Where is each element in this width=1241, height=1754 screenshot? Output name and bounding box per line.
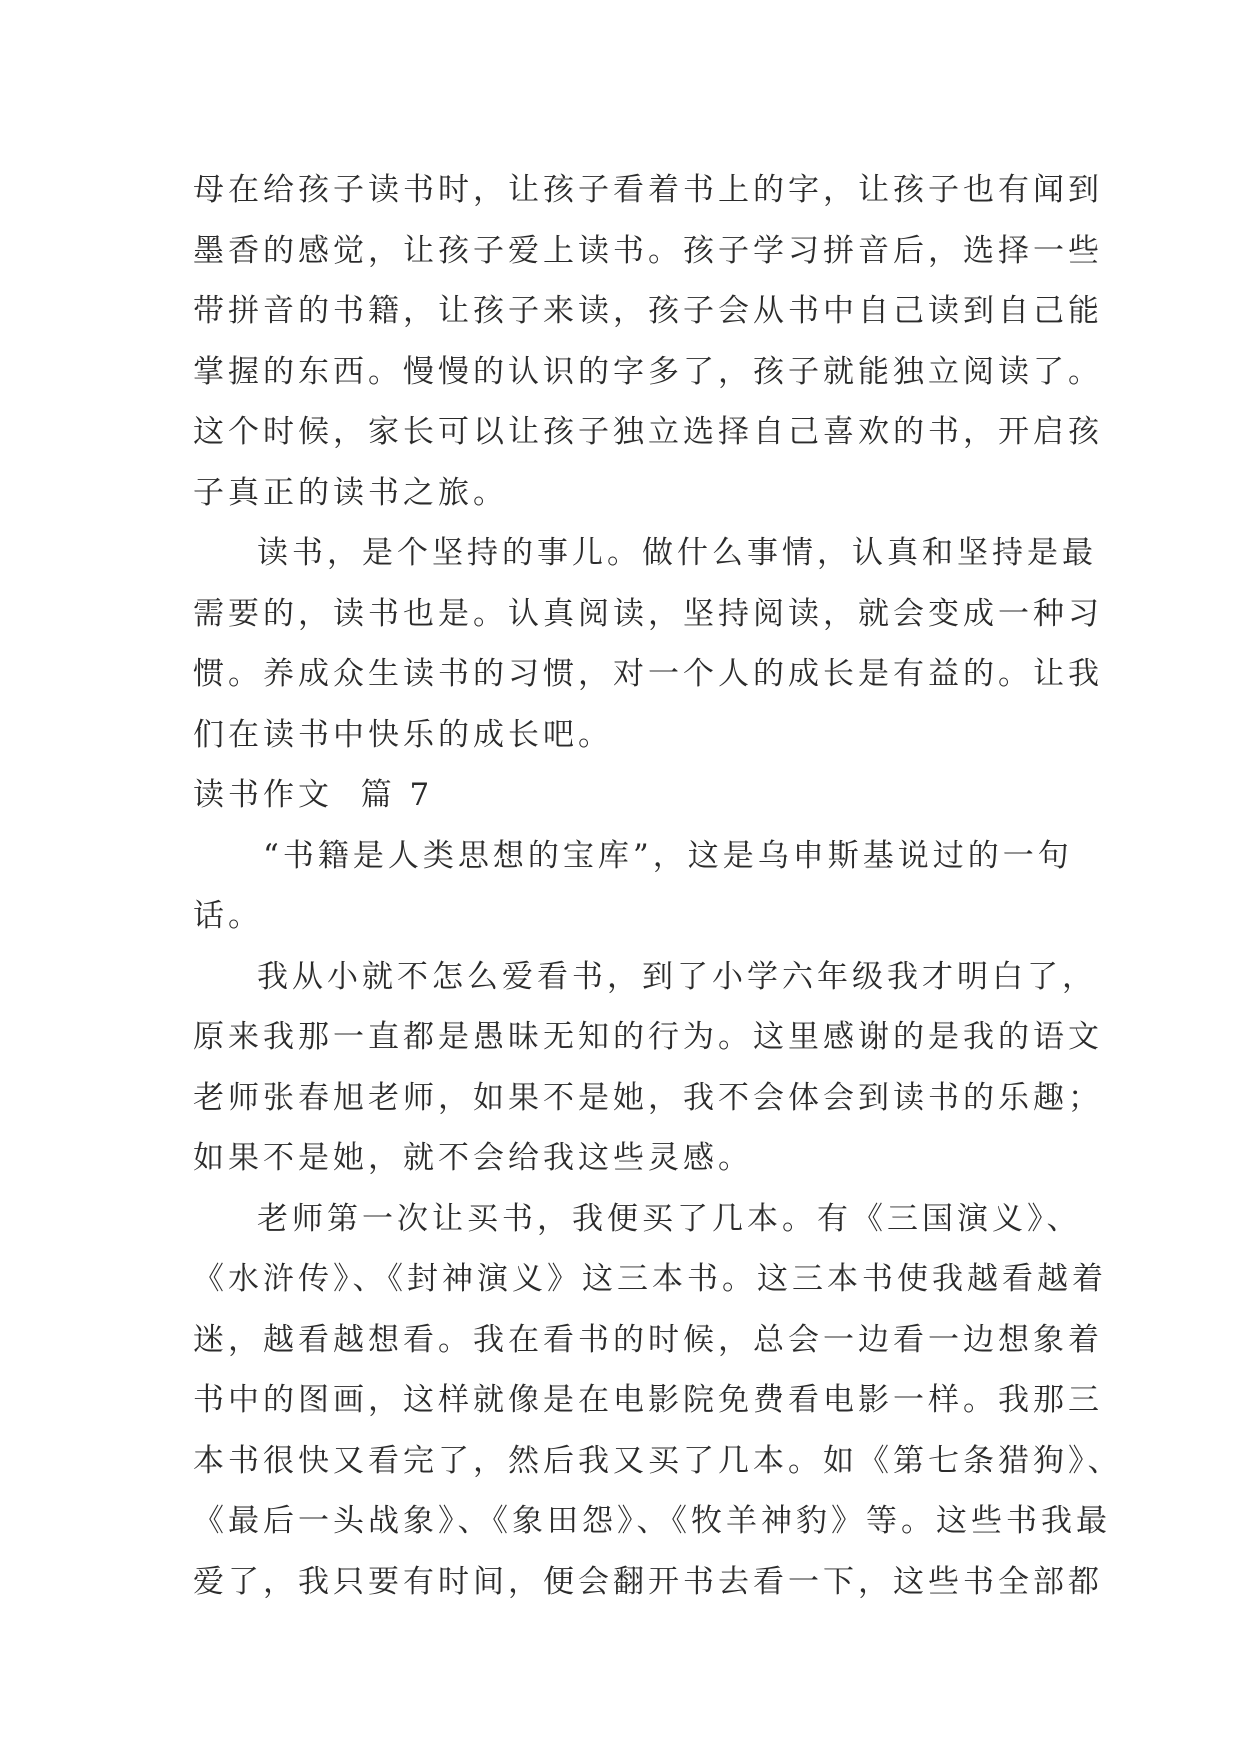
- text-line: 惯。养成众生读书的习惯，对一个人的成长是有益的。让我: [193, 656, 1103, 692]
- text-line: 老师张春旭老师，如果不是她，我不会体会到读书的乐趣；: [193, 1079, 1103, 1116]
- text-line: 书中的图画，这样就像是在电影院免费看电影一样。我那三: [193, 1382, 1103, 1418]
- text-line: 话。: [193, 898, 263, 934]
- text-line: 我从小就不怎么爱看书，到了小学六年级我才明白了，: [257, 958, 1097, 995]
- text-line: 如果不是她，就不会给我这些灵感。: [193, 1140, 753, 1176]
- text-line: “书籍是人类思想的宝库”，这是乌申斯基说过的一句: [263, 837, 1073, 874]
- text-line: 爱了，我只要有时间，便会翻开书去看一下，这些书全部都: [193, 1563, 1103, 1600]
- text-line: 们在读书中快乐的成长吧。: [193, 716, 613, 753]
- text-line: 带拼音的书籍，让孩子来读，孩子会从书中自己读到自己能: [193, 293, 1103, 329]
- text-line: 迷，越看越想看。我在看书的时候，总会一边看一边想象着: [193, 1321, 1103, 1358]
- text-line: 这个时候，家长可以让孩子独立选择自己喜欢的书，开启孩: [193, 414, 1103, 450]
- text-line: 读书，是个坚持的事儿。做什么事情，认真和坚持是最: [257, 535, 1097, 571]
- text-line: 子真正的读书之旅。: [193, 474, 508, 511]
- text-line: 本书很快又看完了，然后我又买了几本。如《第七条猎狗》、: [193, 1442, 1123, 1479]
- text-line: 《水浒传》、《封神演义》这三本书。这三本书使我越看越着: [193, 1261, 1107, 1297]
- text-line: 墨香的感觉，让孩子爱上读书。孩子学习拼音后，选择一些: [193, 232, 1103, 269]
- text-line: 母在给孩子读书时，让孩子看着书上的字，让孩子也有闻到: [193, 172, 1103, 208]
- text-line: 原来我那一直都是愚昧无知的行为。这里感谢的是我的语文: [193, 1019, 1103, 1055]
- text-line: 需要的，读书也是。认真阅读，坚持阅读，就会变成一种习: [193, 595, 1103, 632]
- document-body: [193, 160, 1123, 1612]
- text-line: 老师第一次让买书，我便买了几本。有《三国演义》、: [257, 1200, 1082, 1237]
- text-line: 《最后一头战象》、《象田怨》、《牧羊神豹》等。这些书我最: [193, 1503, 1111, 1539]
- section-heading: 读书作文 篇 7: [193, 777, 434, 813]
- text-line: 掌握的东西。慢慢的认识的字多了，孩子就能独立阅读了。: [193, 353, 1103, 390]
